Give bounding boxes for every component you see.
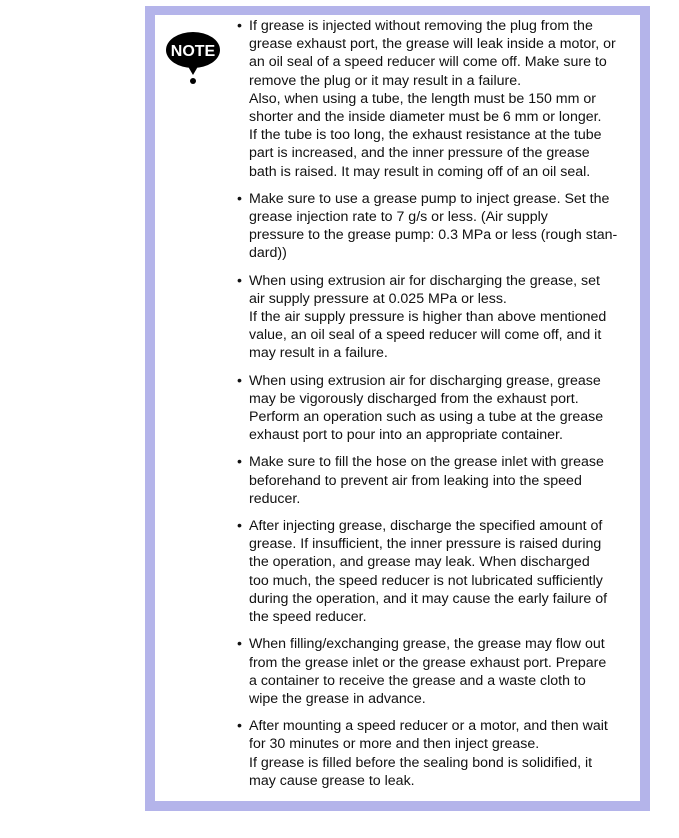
note-paragraph: After mounting a speed reducer or a motor, and then wait for 30 minutes or more and then inject grease. [249, 718, 608, 753]
bullet-marker: • [237, 272, 242, 289]
note-speech-bubble-icon [163, 27, 223, 91]
note-list-item [237, 635, 639, 708]
bullet-marker: • [237, 636, 242, 653]
bullet-marker: • [237, 18, 242, 34]
bullet-marker: • [237, 190, 242, 207]
bullet-marker: • [237, 372, 242, 389]
note-paragraph: After injecting grease, discharge the specified amount of grease. If insufficient, the inner pressure is raised during the operation, and grease may leak. When discharged too much, the speed reducer is not lubricated sufficiently during the operation, and it may cause the early failure of the speed reducer. [249, 518, 608, 626]
bullet-marker: • [237, 518, 242, 535]
note-list-item [237, 190, 639, 263]
note-paragraph: If grease is injected without removing the plug from the grease exhaust port, the grease will leak inside a motor, or an oil seal of a speed reducer will come off. Make sure to remove the plug or it may result in a failure. [249, 18, 616, 89]
note-paragraph: When using extrusion air for discharging the grease, set air supply pressure at 0.025 MPa or less. [249, 272, 600, 307]
note-list-item [237, 717, 639, 790]
note-paragraph: If grease is filled before the sealing bond is solidified, it may cause grease to leak. [249, 754, 593, 789]
bullet-marker: • [237, 454, 242, 471]
note-list-item [237, 272, 639, 363]
note-list-item [237, 453, 639, 508]
note-paragraph: When filling/exchanging grease, the grease may flow out from the grease inlet or the grease exhaust port. Prepare a container to receive the grease and a waste cloth to wipe the grease in advance. [249, 636, 607, 707]
bullet-marker: • [237, 718, 242, 735]
note-paragraph: When using extrusion air for discharging grease, grease may be vigorously discharged from the exhaust port. Perform an operation such as using a tube at the grease exhaust port to pour into an appropriate container. [249, 372, 604, 444]
note-list-item [237, 372, 639, 445]
note-paragraph: Also, when using a tube, the length must be 150 mm or shorter and the inside diameter must be 6 mm or longer. If the tube is too long, the exhaust resistance at the tube part is increased, and the inner pressure of the grease bath is raised. It may result in coming off of an oil seal. [249, 90, 602, 180]
note-badge-label: NOTE [170, 43, 216, 60]
note-box-content [155, 15, 640, 801]
note-list-item [237, 17, 639, 181]
note-list [237, 17, 639, 799]
note-list-item [237, 517, 639, 626]
note-box-frame [145, 6, 650, 811]
note-paragraph: Make sure to use a grease pump to inject grease. Set the grease injection rate to 7 g/s or less. (Air supply pressure to the grease pump: 0.3 MPa or less (rough stan- dard)) [249, 190, 618, 262]
note-paragraph: Make sure to fill the hose on the grease inlet with grease beforehand to prevent air from leaking into the speed reducer. [249, 454, 604, 507]
note-paragraph: If the air supply pressure is higher than above mentioned value, an oil seal of a speed reducer will come off, and it may result in a failure. [249, 309, 607, 362]
